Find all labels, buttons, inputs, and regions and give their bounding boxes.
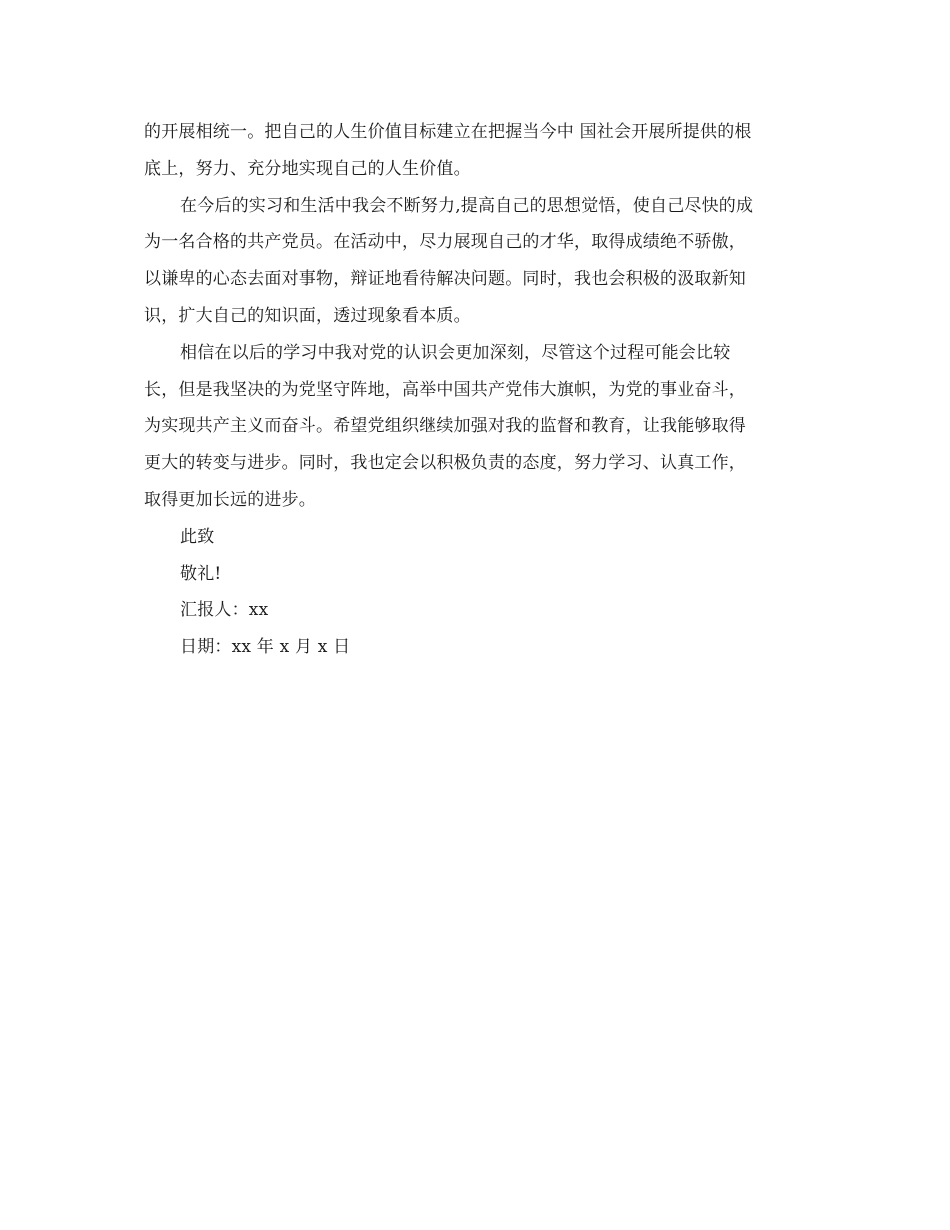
paragraph-line: 识，扩大自己的知识面，透过现象看本质。 bbox=[144, 305, 471, 326]
paragraph-3 bbox=[144, 335, 806, 519]
paragraph-line: 在今后的实习和生活中我会不断努力,提高自己的思想觉悟，使自己尽快的成 bbox=[180, 195, 754, 216]
paragraph-line: 为实现共产主义而奋斗。希望党组织继续加强对我的监督和教育，让我能够取得 bbox=[144, 416, 746, 437]
paragraph-2 bbox=[144, 188, 806, 335]
date-line: 日期：xx 年 x 月 x 日 bbox=[180, 637, 351, 658]
paragraph-line: 更大的转变与进步。同时，我也定会以积极负责的态度，努力学习、认真工作， bbox=[144, 453, 746, 474]
paragraph-line: 底上，努力、充分地实现自己的人生价值。 bbox=[144, 158, 471, 179]
paragraph-line: 取得更加长远的进步。 bbox=[144, 489, 316, 510]
regards-text: 敬礼! bbox=[180, 563, 222, 584]
salutation-text: 此致 bbox=[180, 526, 215, 547]
closing-block bbox=[144, 519, 806, 666]
paragraph-line: 相信在以后的学习中我对党的认识会更加深刻，尽管这个过程可能会比较 bbox=[180, 342, 731, 363]
paragraph-1 bbox=[144, 114, 806, 188]
reporter-line: 汇报人：xx bbox=[180, 600, 269, 621]
paragraph-line: 为一名合格的共产党员。在活动中，尽力展现自己的才华，取得成绩绝不骄傲， bbox=[144, 232, 746, 253]
document-body bbox=[144, 114, 806, 666]
paragraph-line: 以谦卑的心态去面对事物，辩证地看待解决问题。同时，我也会积极的汲取新知 bbox=[144, 269, 746, 290]
paragraph-line: 的开展相统一。把自己的人生价值目标建立在把握当今中 国社会开展所提供的根 bbox=[144, 122, 752, 142]
paragraph-line: 长，但是我坚决的为党坚守阵地，高举中国共产党伟大旗帜，为党的事业奋斗， bbox=[144, 379, 746, 400]
